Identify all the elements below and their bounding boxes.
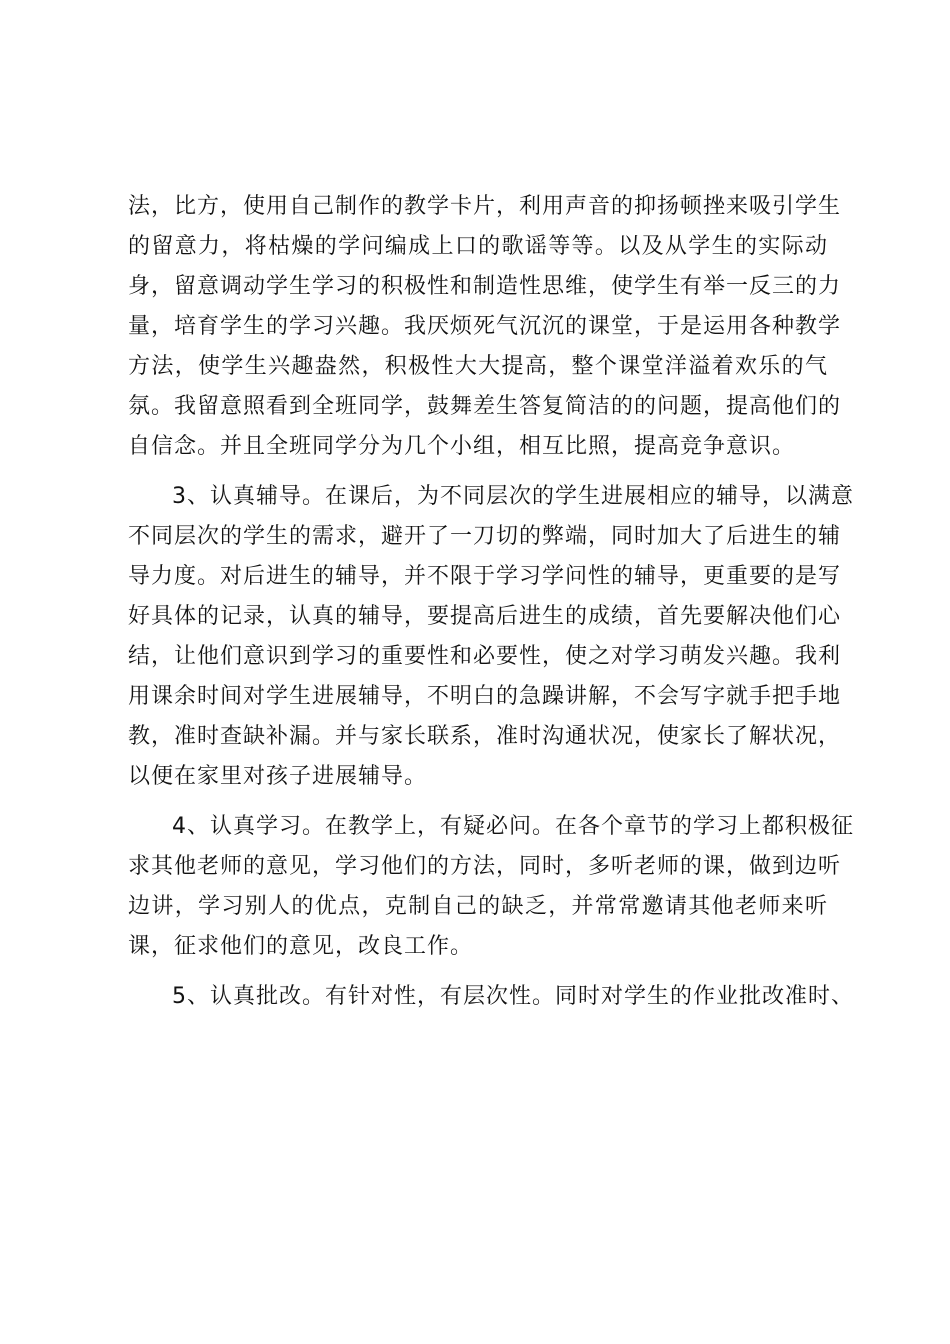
- text-line: 以便在家里对孩子进展辅导。: [128, 764, 428, 789]
- text-line: 用课余时间对学生进展辅导，不明白的急躁讲解，不会写字就手把手地: [128, 684, 842, 709]
- text-line: 导力度。对后进生的辅导，并不限于学习学问性的辅导，更重要的是写: [128, 564, 842, 589]
- text-line: 4、认真学习。在教学上，有疑必问。在各个章节的学习上都积极征: [172, 814, 854, 839]
- text-line: 教，准时查缺补漏。并与家长联系，准时沟通状况，使家长了解状况，: [128, 724, 842, 749]
- text-line: 3、认真辅导。在课后，为不同层次的学生进展相应的辅导，以满意: [172, 484, 854, 509]
- paragraph-spacer: [128, 797, 828, 807]
- paragraph-4: [128, 977, 854, 1017]
- text-line: 5、认真批改。有针对性，有层次性。同时对学生的作业批改准时、: [172, 984, 854, 1009]
- text-line: 不同层次的学生的需求，避开了一刀切的弊端，同时加大了后进生的辅: [128, 524, 842, 549]
- text-line: 身，留意调动学生学习的积极性和制造性思维，使学生有举一反三的力: [128, 274, 842, 299]
- text-line: 方法，使学生兴趣盎然，积极性大大提高，整个课堂洋溢着欢乐的气: [128, 354, 828, 379]
- text-line: 氛。我留意照看到全班同学，鼓舞差生答复简洁的的问题，提高他们的: [128, 394, 842, 419]
- text-line: 好具体的记录，认真的辅导，要提高后进生的成绩，首先要解决他们心: [128, 604, 842, 629]
- text-line: 自信念。并且全班同学分为几个小组，相互比照，提高竞争意识。: [128, 434, 796, 459]
- text-line: 结，让他们意识到学习的重要性和必要性，使之对学习萌发兴趣。我利: [128, 644, 842, 669]
- paragraph-3: [128, 807, 854, 967]
- text-line: 量，培育学生的学习兴趣。我厌烦死气沉沉的课堂，于是运用各种教学: [128, 314, 842, 339]
- paragraph-1: [128, 187, 842, 467]
- paragraph-spacer: [128, 967, 828, 977]
- paragraph-spacer: [128, 467, 828, 477]
- text-line: 法，比方，使用自己制作的教学卡片，利用声音的抑扬顿挫来吸引学生: [128, 194, 842, 219]
- paragraph-2: [128, 477, 854, 797]
- text-line: 的留意力，将枯燥的学问编成上口的歌谣等等。以及从学生的实际动: [128, 234, 828, 259]
- text-line: 边讲，学习别人的优点，克制自己的缺乏，并常常邀请其他老师来听: [128, 894, 828, 919]
- text-line: 求其他老师的意见，学习他们的方法，同时，多听老师的课，做到边听: [128, 854, 842, 879]
- body-text: [128, 187, 854, 1017]
- text-line: 课，征求他们的意见，改良工作。: [128, 934, 474, 959]
